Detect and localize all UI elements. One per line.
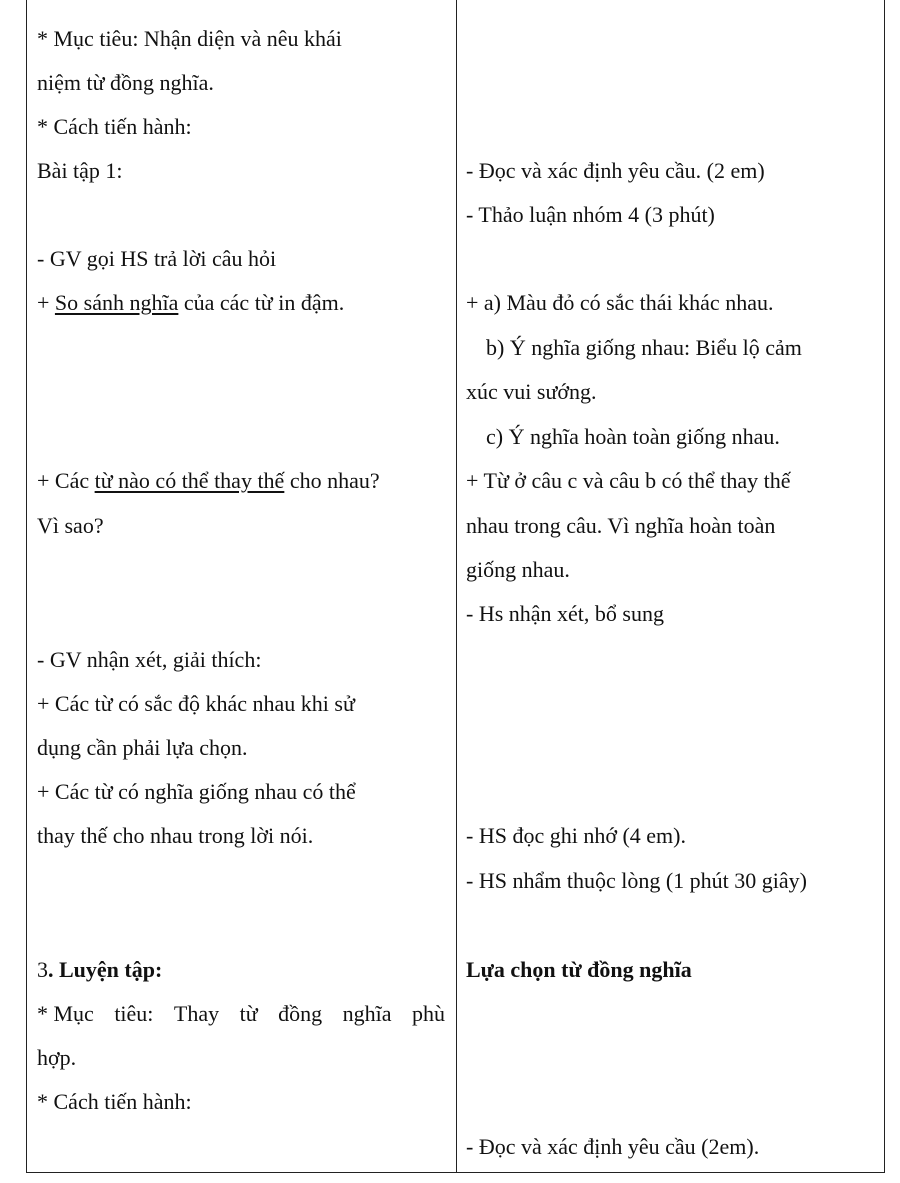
- replace-answer-line-1: + Từ ở câu c và câu b có thể thay thế: [466, 468, 791, 493]
- practice-number: 3: [37, 957, 48, 982]
- exercise-1-label: Bài tập 1:: [37, 158, 123, 183]
- teacher-activities-column: [27, 0, 456, 1172]
- procedure-1: * Cách tiến hành:: [37, 114, 192, 139]
- explain-2-line-1: + Các từ có nghĩa giống nhau có thể: [37, 779, 356, 804]
- replace-prefix: + Các: [37, 468, 95, 493]
- practice-heading-left: [37, 957, 162, 983]
- compare-underlined: So sánh nghĩa: [54, 290, 179, 315]
- column-divider: [456, 0, 457, 1172]
- objective-2-word: * Mục: [37, 1001, 94, 1026]
- why-question: Vì sao?: [37, 513, 104, 538]
- read-requirement: - Đọc và xác định yêu cầu. (2 em): [466, 158, 765, 183]
- procedure-2: * Cách tiến hành:: [37, 1089, 192, 1114]
- objective-2-word: Thay: [173, 1001, 220, 1026]
- teacher-comment: - GV nhận xét, giải thích:: [37, 647, 262, 672]
- practice-title: . Luyện tập:: [48, 957, 163, 982]
- replace-question: [37, 468, 380, 494]
- group-discussion: - Thảo luận nhóm 4 (3 phút): [466, 202, 715, 227]
- objective-1-line-2: niệm từ đồng nghĩa.: [37, 70, 214, 95]
- objective-2-word: từ: [239, 1001, 258, 1026]
- read-memo: - HS đọc ghi nhớ (4 em).: [466, 823, 686, 848]
- explain-1-line-2: dụng cần phải lựa chọn.: [37, 735, 248, 760]
- read-requirement-2: - Đọc và xác định yêu cầu (2em).: [466, 1134, 760, 1159]
- student-activities-column: [458, 0, 884, 1172]
- replace-answer-line-3: giống nhau.: [466, 557, 570, 582]
- answer-b-line-2: xúc vui sướng.: [466, 379, 597, 404]
- replace-answer-line-2: nhau trong câu. Vì nghĩa hoàn toàn: [466, 513, 776, 538]
- objective-2-word: nghĩa: [342, 1001, 392, 1026]
- explain-2-line-2: thay thế cho nhau trong lời nói.: [37, 823, 314, 848]
- answer-c: c) Ý nghĩa hoàn toàn giống nhau.: [486, 424, 780, 449]
- objective-2-line-2: hợp.: [37, 1045, 77, 1070]
- student-comment: - Hs nhận xét, bổ sung: [466, 601, 664, 626]
- answer-b-line-1: b) Ý nghĩa giống nhau: Biểu lộ cảm: [486, 335, 802, 360]
- teacher-ask: - GV gọi HS trả lời câu hỏi: [37, 246, 277, 271]
- objective-2-word: tiêu:: [114, 1001, 154, 1026]
- lesson-plan-table: [26, 0, 885, 1173]
- compare-question: [37, 290, 344, 316]
- replace-underlined: từ nào có thể thay thế: [94, 468, 285, 493]
- objective-2-word: đồng: [278, 1001, 323, 1026]
- objective-2-word: phù: [411, 1001, 445, 1026]
- answer-a: + a) Màu đỏ có sắc thái khác nhau.: [466, 290, 774, 315]
- explain-1-line-1: + Các từ có sắc độ khác nhau khi sử: [37, 691, 355, 716]
- objective-1-line-1: * Mục tiêu: Nhận diện và nêu khái: [37, 26, 342, 51]
- memorize: - HS nhẩm thuộc lòng (1 phút 30 giây): [466, 868, 807, 893]
- compare-suffix: của các từ in đậm.: [178, 290, 345, 315]
- compare-prefix: +: [37, 290, 55, 315]
- replace-suffix: cho nhau?: [284, 468, 380, 493]
- practice-heading-right: Lựa chọn từ đồng nghĩa: [466, 957, 692, 982]
- objective-2-line-1: [37, 1001, 445, 1027]
